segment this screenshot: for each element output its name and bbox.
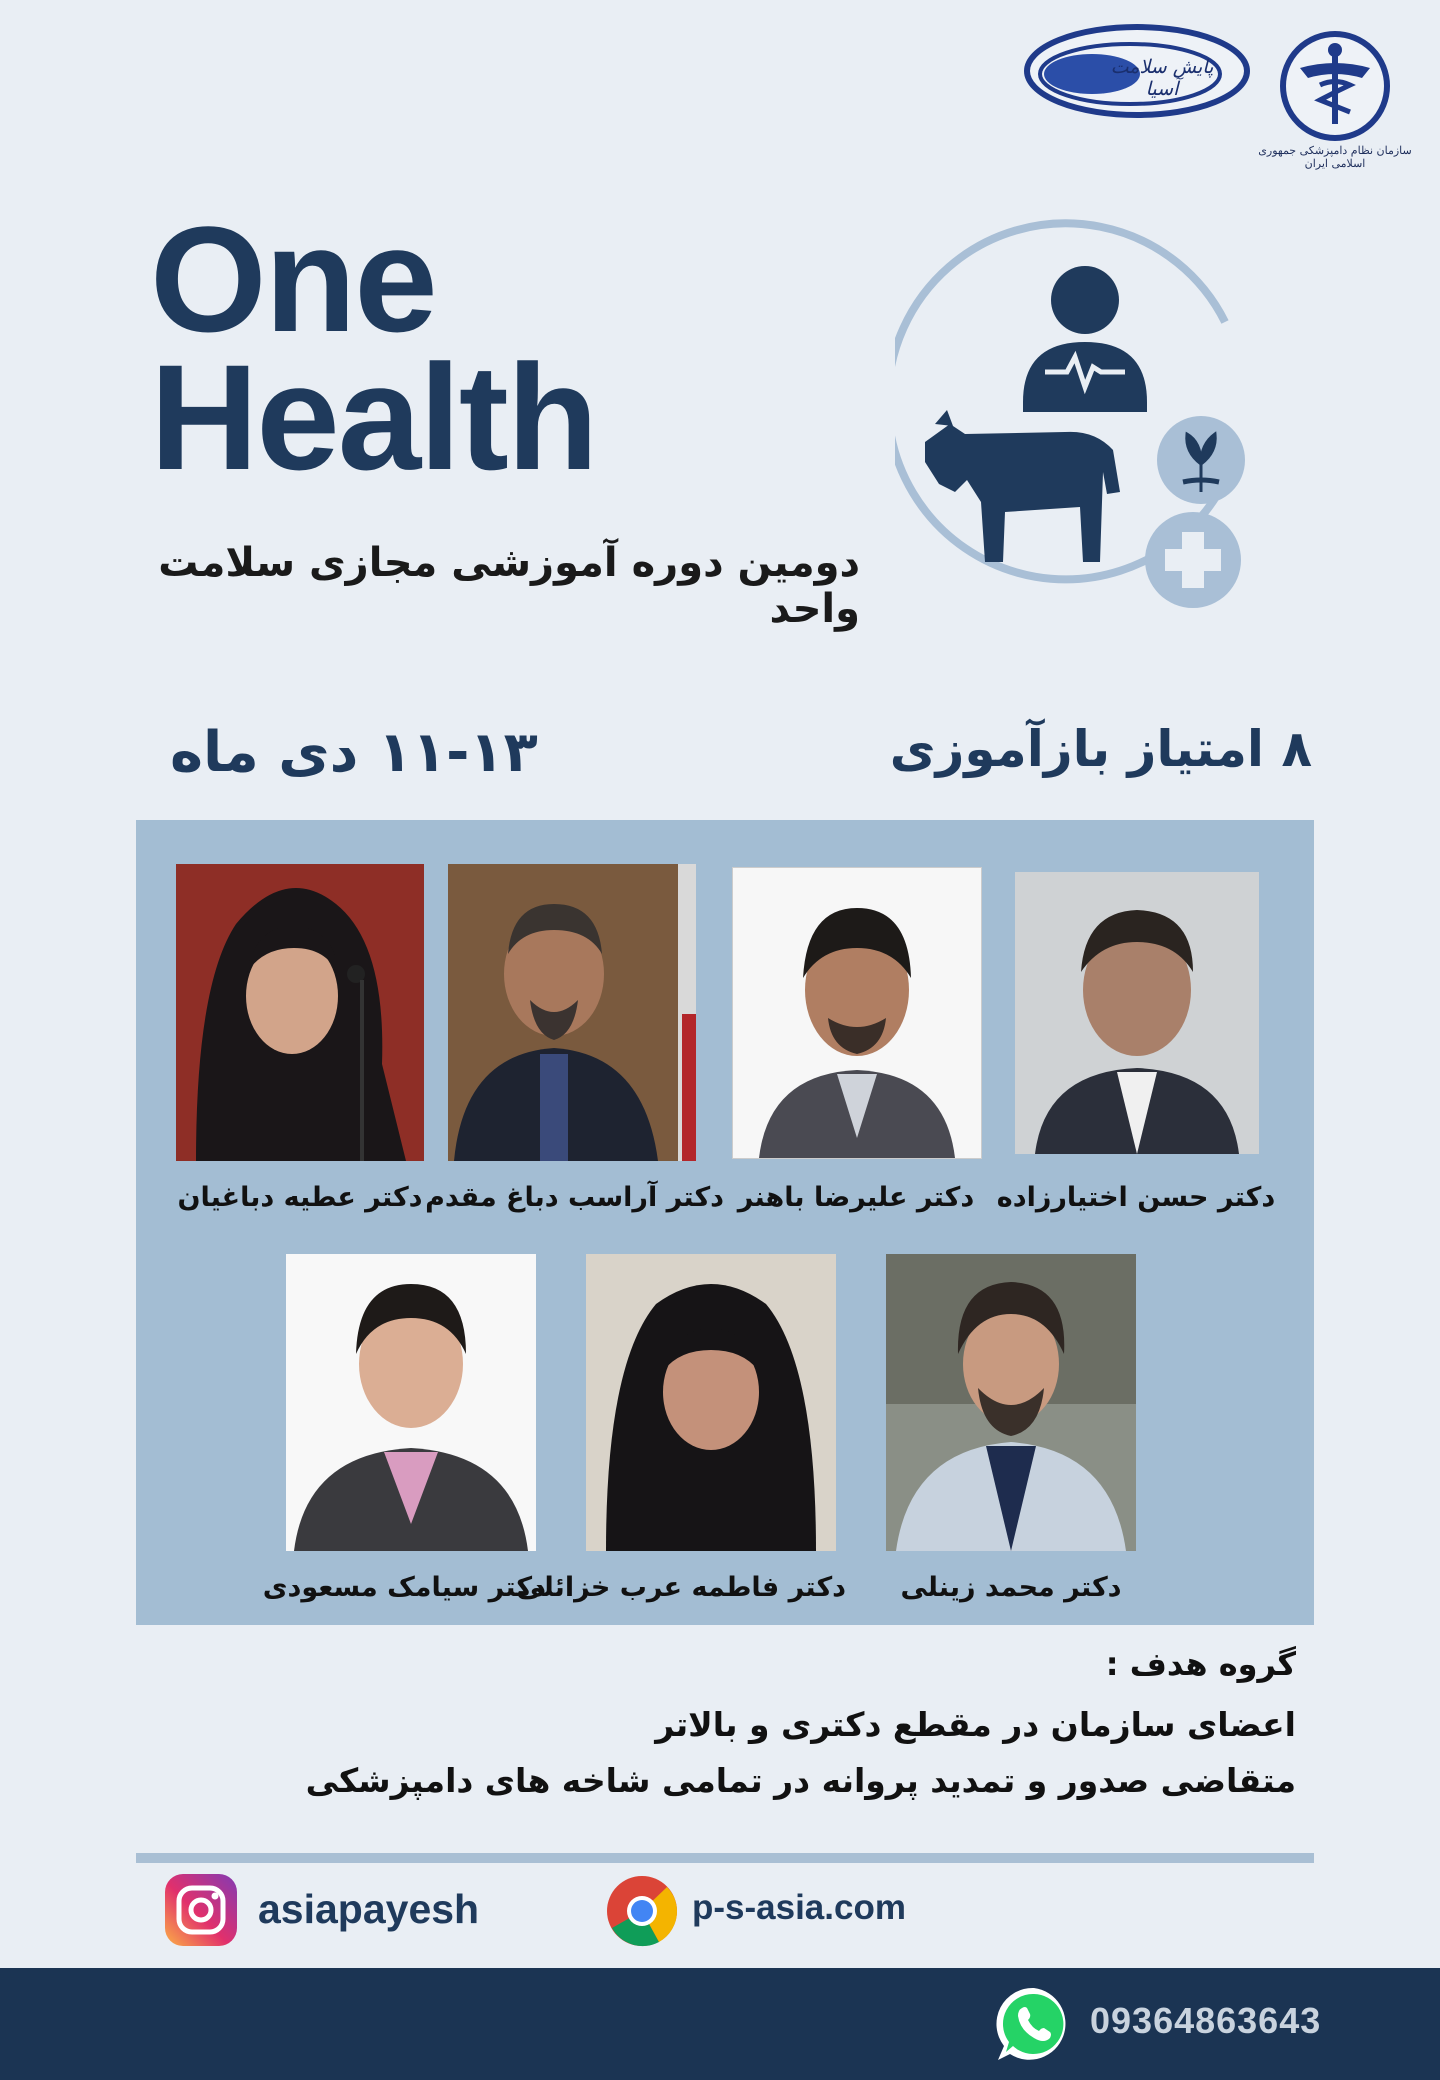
speaker-name-3: دکتر آراسب دباغ مقدم bbox=[425, 1182, 724, 1213]
chrome-icon[interactable] bbox=[605, 1874, 679, 1948]
speaker-name-4: دکتر عطیه دباغیان bbox=[177, 1182, 423, 1213]
speaker-photo-3 bbox=[448, 864, 696, 1161]
education-points: ۸ امتیاز بازآموزی bbox=[889, 720, 1312, 778]
target-group-line2: متقاضی صدور و تمدید پروانه در تمامی شاخه های دامپزشکی bbox=[305, 1761, 1296, 1800]
course-date: ۱۱-۱۳ دی ماه bbox=[170, 720, 538, 785]
speaker-photo-4 bbox=[176, 864, 424, 1161]
hero-title-line1: One bbox=[150, 195, 436, 363]
speakers-panel bbox=[136, 820, 1314, 1625]
speaker-photo-1 bbox=[1015, 872, 1259, 1154]
instagram-icon[interactable] bbox=[163, 1872, 239, 1948]
person-icon bbox=[1051, 266, 1119, 334]
course-subtitle: دومین دوره آموزشی مجازی سلامت واحد bbox=[158, 540, 860, 632]
instagram-handle[interactable]: asiapayesh bbox=[258, 1886, 480, 1932]
asia-payesh-logo-text: پایش سلامت آسیا bbox=[1110, 56, 1214, 100]
speaker-name-1: دکتر حسن اختیارزاده bbox=[996, 1182, 1276, 1213]
target-group-heading: گروه هدف : bbox=[1105, 1645, 1296, 1683]
speaker-name-2: دکتر علیرضا باهنر bbox=[737, 1182, 975, 1213]
speaker-name-7: دکتر سیامک مسعودی bbox=[262, 1572, 546, 1603]
speaker-photo-6 bbox=[586, 1254, 836, 1551]
speaker-name-5: دکتر محمد زینلی bbox=[900, 1572, 1122, 1603]
veterinary-organization-logo bbox=[1270, 30, 1400, 142]
one-health-illustration bbox=[895, 212, 1280, 624]
asia-payesh-logo bbox=[1022, 22, 1252, 120]
speaker-photo-2 bbox=[732, 867, 982, 1159]
speaker-name-6: دکتر فاطمه عرب خزائلی bbox=[516, 1572, 846, 1603]
speaker-photo-5 bbox=[886, 1254, 1136, 1551]
veterinary-organization-caption: سازمان نظام دامپزشکی جمهوری اسلامی ایران bbox=[1258, 144, 1412, 170]
speaker-photo-7 bbox=[286, 1254, 536, 1551]
website-link[interactable]: p-s-asia.com bbox=[692, 1888, 906, 1927]
hero-title-line2: Health bbox=[150, 333, 597, 501]
phone-number[interactable]: 09364863643 bbox=[1090, 2000, 1322, 2041]
whatsapp-icon[interactable] bbox=[994, 1984, 1074, 2064]
footer-divider bbox=[136, 1853, 1314, 1863]
hero-title bbox=[150, 195, 597, 501]
target-group-line1: اعضای سازمان در مقطع دکتری و بالاتر bbox=[655, 1705, 1296, 1744]
target-group bbox=[296, 1645, 1296, 1809]
